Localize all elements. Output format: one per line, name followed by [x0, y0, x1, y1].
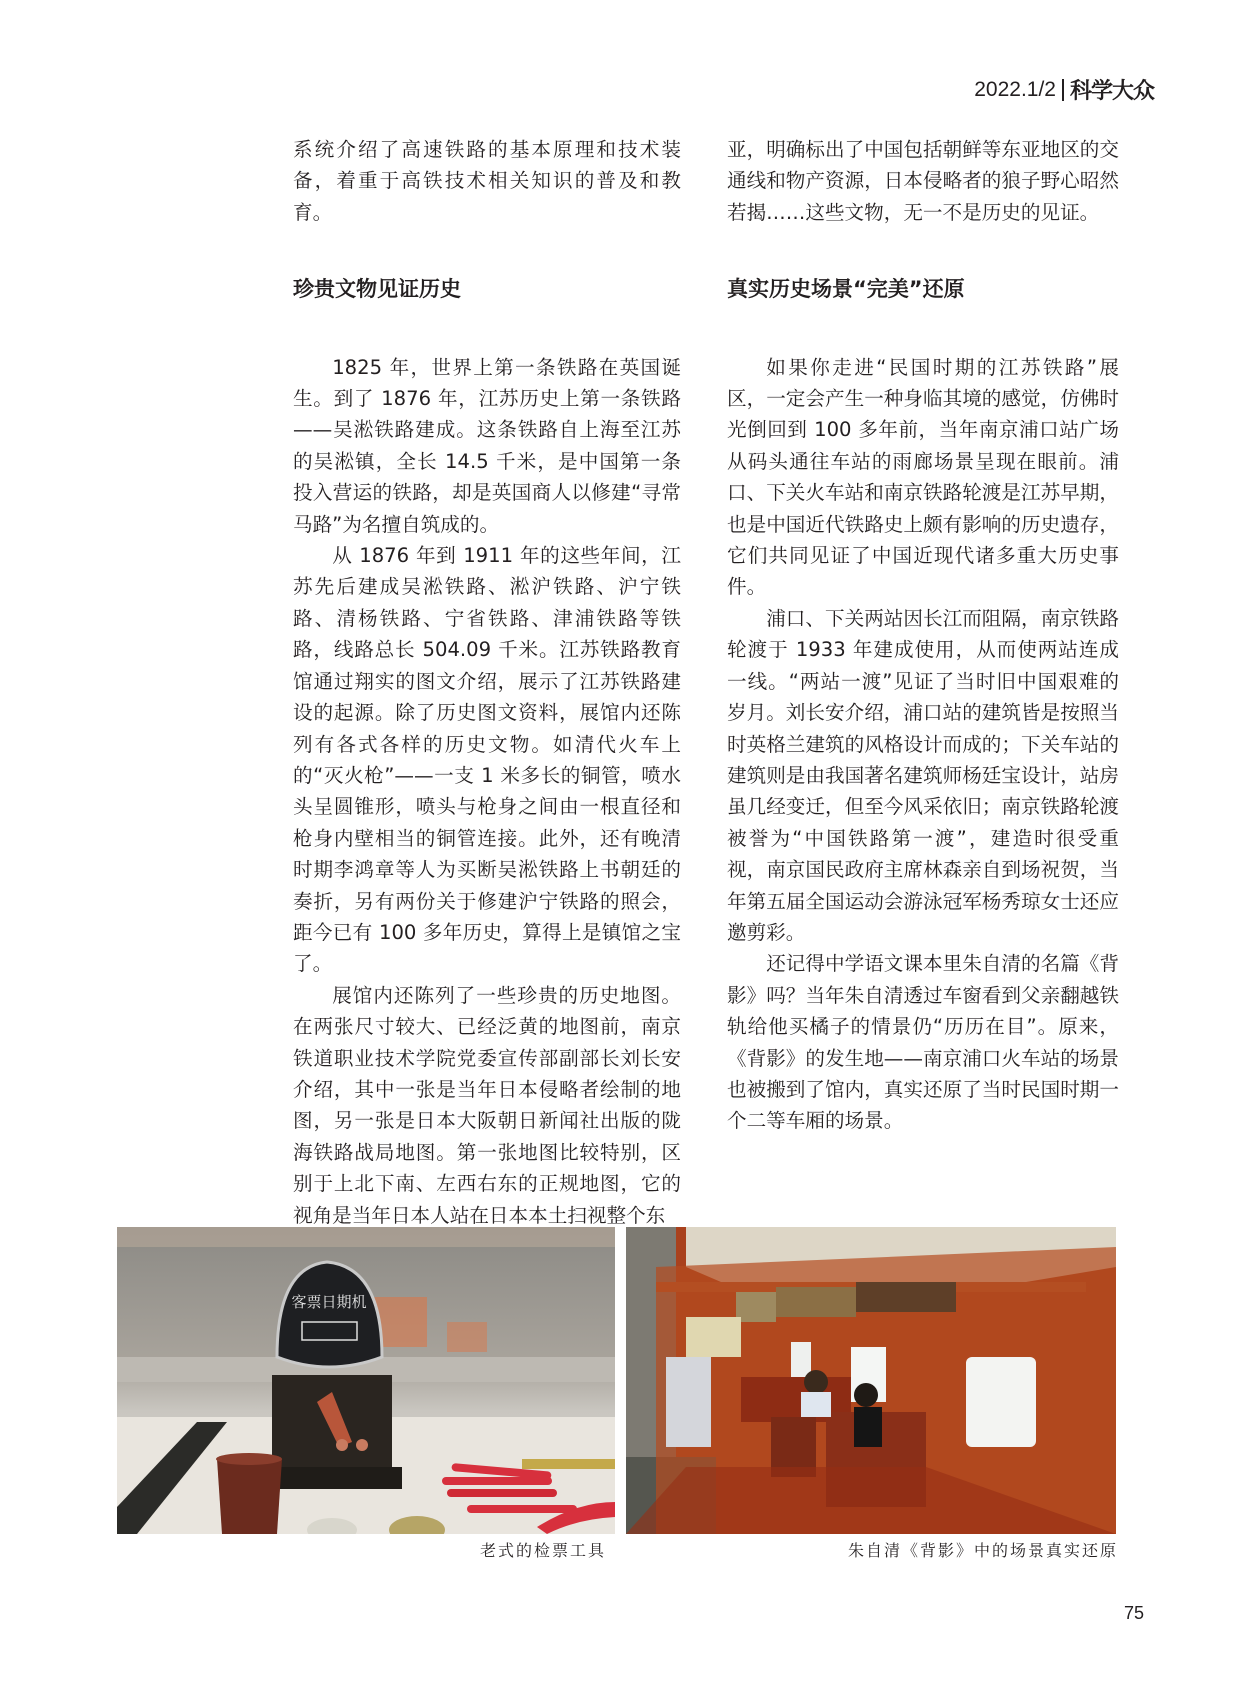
body-paragraph: 1825 年，世界上第一条铁路在英国诞生。到了 1876 年，江苏历史上第一条铁路——吴淞铁路建成。这条铁路自上海至江苏的吴淞镇，全长 14.5 千米，是中国第一条投入营运的铁路，却是英国商人以修建“寻常马路”为名擅自筑成的。: [293, 355, 681, 536]
machine-sign-text: 客票日期机: [291, 1293, 367, 1311]
photo-train-carriage: [626, 1227, 1116, 1534]
page-number: 75: [1123, 1603, 1144, 1623]
photo-caption-right: 朱自清《背影》中的场景真实还原: [847, 1541, 1118, 1560]
right-column: [727, 134, 1119, 1137]
body-paragraph: 如果你走进“民国时期的江苏铁路”展区，一定会产生一种身临其境的感觉，仿佛时光倒回到 100 多年前，当年南京浦口站广场从码头通往车站的雨廊场景呈现在眼前。浦口、下关火车站和南京铁路轮渡是江苏早期，也是中国近代铁路史上颇有影响的历史遗存，它们共同见证了中国近现代诸多重大历史事件。: [727, 355, 1119, 599]
magazine-logo: 科学大众: [1069, 78, 1154, 104]
continuation-paragraph: 亚，明确标出了中国包括朝鲜等东亚地区的交通线和物产资源，日本侵略者的狼子野心昭然若揭……这些文物，无一不是历史的见证。: [727, 138, 1119, 224]
photo-caption-left: 老式的检票工具: [480, 1541, 607, 1560]
section-title-scene: 真实历史场景“完美”还原: [727, 277, 965, 302]
body-paragraph: 从 1876 年到 1911 年的这些年间，江苏先后建成吴淞铁路、淞沪铁路、沪宁铁路、清杨铁路、宁省铁路、津浦铁路等铁路，线路总长 504.09 千米。江苏铁路教育馆通过翔实的图文介绍，展示了江苏铁路建设的起源。除了历史图文资料，展馆内还陈列有各式各样的历史文物。如清代火车上的“灭火枪”——一支 1 米多长的铜管，喷水头呈圆锥形，喷头与枪身之间由一根直径和枪身内壁相当的铜管连接。此外，还有晚清时期李鸿章等人为买断吴淞铁路上书朝廷的奏折，另有两份关于修建沪宁铁路的照会，距今已有 100 多年历史，算得上是镇馆之宝了。: [293, 544, 681, 976]
body-paragraph: 浦口、下关两站因长江而阻隔，南京铁路轮渡于 1933 年建成使用，从而使两站连成一线。“两站一渡”见证了当时旧中国艰难的岁月。刘长安介绍，浦口站的建筑皆是按照当时英格兰建筑的风格设计而成的；下关车站的建筑则是由我国著名建筑师杨廷宝设计，站房虽几经变迁，但至今风采依旧；南京铁路轮渡被誉为“中国铁路第一渡”，建造时很受重视，南京国民政府主席林森亲自到场祝贺，当年第五届全国运动会游泳冠军杨秀琼女士还应邀剪彩。: [727, 606, 1119, 944]
photo-ticket-punch: [117, 1227, 615, 1534]
page-header: [974, 74, 1154, 105]
section-title-artifacts: 珍贵文物见证历史: [293, 277, 461, 302]
body-paragraph: 还记得中学语文课本里朱自清的名篇《背影》吗？当年朱自清透过车窗看到父亲翻越铁轨给他买橘子的情景仍“历历在目”。原来，《背影》的发生地——南京浦口火车站的场景也被搬到了馆内，真实还原了当时民国时期一个二等车厢的场景。: [727, 952, 1119, 1133]
left-column: [293, 134, 681, 1231]
issue-date: 2022.1/2: [974, 77, 1056, 101]
body-paragraph: 展馆内还陈列了一些珍贵的历史地图。在两张尺寸较大、已经泛黄的地图前，南京铁道职业技术学院党委宣传部副部长刘长安介绍，其中一张是当年日本侵略者绘制的地图，另一张是日本大阪朝日新闻社出版的陇海铁路战局地图。第一张地图比较特别，区别于上北下南、左西右东的正规地图，它的视角是当年日本人站在日本本土扫视整个东: [293, 983, 681, 1227]
header-divider: [1062, 79, 1064, 101]
intro-paragraph: 系统介绍了高速铁路的基本原理和技术装备，着重于高铁技术相关知识的普及和教育。: [293, 138, 681, 224]
